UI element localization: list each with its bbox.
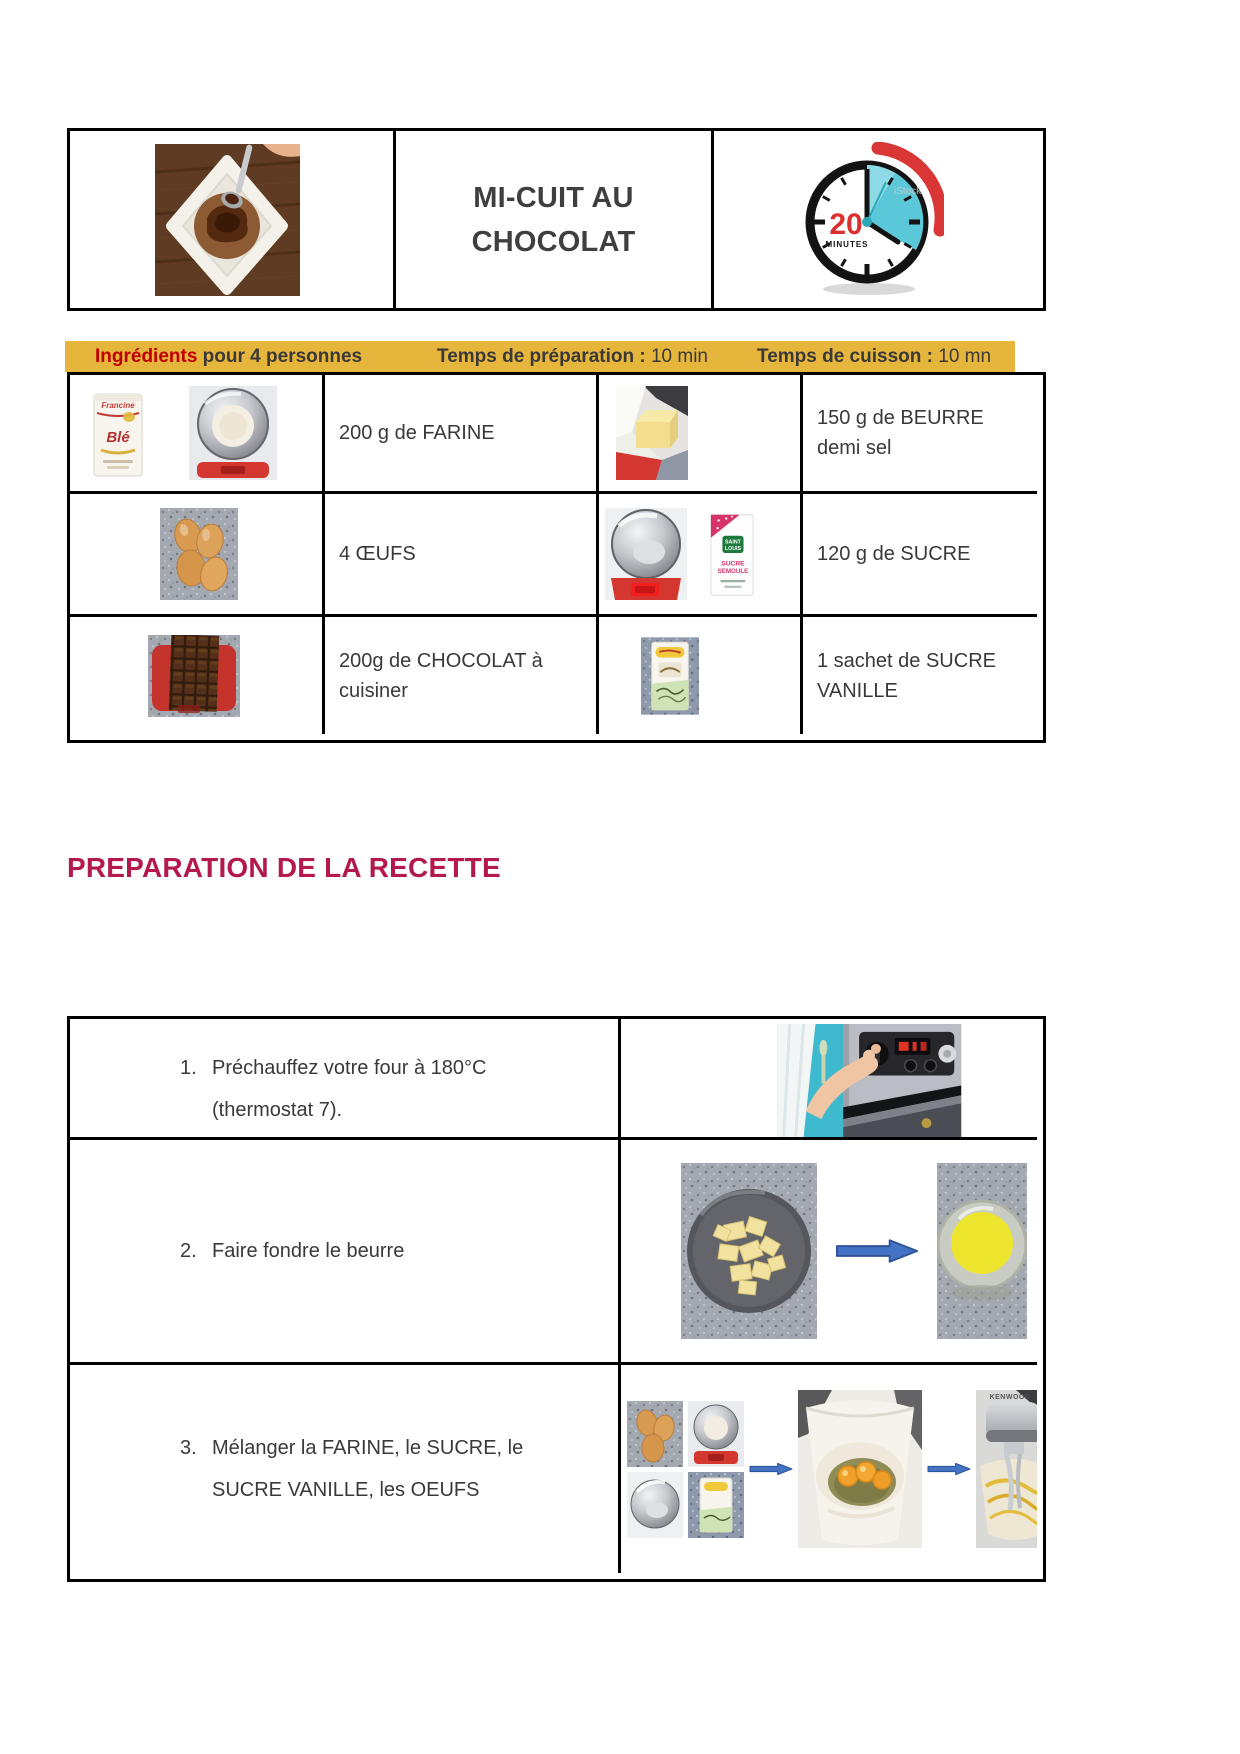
recipe-title: [396, 131, 714, 308]
sugar-pack-image: [709, 509, 755, 599]
header-timer-cell: [714, 131, 1037, 308]
ingredients-table: [67, 372, 1046, 743]
sugar-type-line2-text: SEMOULE: [717, 568, 749, 576]
timer-value-text: 20: [829, 208, 863, 241]
farine-text-cell: [325, 375, 599, 494]
sucre-text-cell: [803, 494, 1037, 617]
prep-label: Temps de préparation :: [437, 346, 651, 367]
sucre-vanille-text-cell: [803, 617, 1037, 734]
recipe-title-line1: MI-CUIT AU: [473, 181, 634, 214]
ingredient-oeufs: 4 ŒUFS: [339, 543, 416, 565]
step3-ingredient-grid: [627, 1401, 744, 1538]
serving-text: pour 4 personnes: [197, 346, 363, 367]
header-photo-cell: [70, 131, 396, 308]
ingredient-sucre-vanille: 1 sachet de SUCRE VANILLE: [817, 649, 996, 702]
metal-bowl-small-image: [627, 1472, 683, 1538]
oeufs-image-cell: [70, 494, 325, 617]
step2-number: 2.: [180, 1240, 197, 1262]
step2-text-cell: [70, 1140, 621, 1365]
banner-cook-time: [757, 341, 991, 372]
steps-table: [67, 1016, 1046, 1582]
butter-block-image: [615, 386, 689, 480]
step3-text: Mélanger la FARINE, le SUCRE, le SUCRE VANILLE, les OEUFS: [212, 1437, 524, 1501]
sugar-brand-line1-text: SAINT: [725, 539, 741, 546]
arrow-right-icon: [749, 1458, 793, 1480]
sugar-brand-line2-text: LOUIS: [724, 546, 742, 553]
step3-text-cell: [70, 1365, 621, 1573]
timer-unit-text: MINUTES: [825, 240, 869, 249]
sucre-images-cell: [599, 494, 803, 617]
beurre-text-cell: [803, 375, 1037, 494]
eggs-small-image: [627, 1401, 683, 1467]
recipe-title-line2: CHOCOLAT: [471, 225, 636, 258]
ingredient-sucre: 120 g de SUCRE: [817, 543, 971, 565]
oeufs-text-cell: [325, 494, 599, 617]
bowl-eggs-flour-image: [798, 1390, 922, 1548]
step2-image-cell: [621, 1140, 1037, 1365]
melted-butter-bowl-image: [937, 1163, 1027, 1339]
header-table: [67, 128, 1046, 311]
flour-brand-text: Francine: [101, 401, 135, 410]
step3-number: 3.: [180, 1437, 197, 1459]
banner-prep-time: [437, 341, 708, 372]
sugar-bowl-scale-image: [605, 508, 687, 600]
step1-number: 1.: [180, 1057, 197, 1079]
ingredient-beurre: 150 g de BEURRE demi sel: [817, 407, 984, 459]
mi-cuit-photo: [155, 144, 300, 296]
step1-image-cell: [621, 1019, 1037, 1140]
flour-scale-small-image: [688, 1401, 744, 1467]
prep-value: 10 min: [650, 346, 708, 367]
eggs-image: [160, 508, 238, 600]
banner-ingredients: [95, 341, 362, 372]
step2-text: Faire fondre le beurre: [212, 1240, 405, 1262]
flour-name-text: Blé: [106, 429, 130, 446]
section-heading: PREPARATION DE LA RECETTE: [67, 852, 501, 883]
flour-pack-image: [85, 386, 151, 480]
timer-20-minutes-image: [794, 142, 944, 297]
step1-text-cell: [70, 1019, 621, 1140]
sugar-type-line1-text: SUCRE: [721, 560, 745, 568]
cook-label: Temps de cuisson :: [757, 346, 939, 367]
ingredient-farine: 200 g de FARINE: [339, 422, 495, 444]
step3-image-cell: [621, 1365, 1037, 1573]
chocolat-text-cell: [325, 617, 599, 734]
sucre-vanille-image-cell: [599, 617, 803, 734]
farine-images-cell: [70, 375, 325, 494]
step1-text: Préchauffez votre four à 180°C (thermostat 7).: [212, 1057, 487, 1121]
stock-watermark-text: iStock: [894, 186, 922, 197]
chocolat-image-cell: [70, 617, 325, 734]
arrow-right-icon: [835, 1238, 919, 1264]
flour-bowl-scale-image: [189, 386, 277, 480]
oven-preheat-image: [777, 1024, 962, 1137]
chocolate-bar-scale-image: [148, 635, 240, 717]
vanilla-sachet-small-image: [688, 1472, 744, 1538]
vanilla-sugar-sachet-image: [641, 636, 699, 716]
arrow-right-icon: [927, 1458, 971, 1480]
stand-mixer-image: [976, 1390, 1037, 1548]
mixer-brand-text: KENWOOD: [989, 1394, 1031, 1401]
butter-cubes-pan-image: [681, 1163, 817, 1339]
ingredient-chocolat: 200g de CHOCOLAT à cuisiner: [339, 649, 543, 702]
beurre-image-cell: [599, 375, 803, 494]
cook-value: 10 mn: [938, 346, 992, 367]
info-banner: [65, 341, 1015, 372]
ingredients-word: Ingrédients: [95, 346, 198, 367]
